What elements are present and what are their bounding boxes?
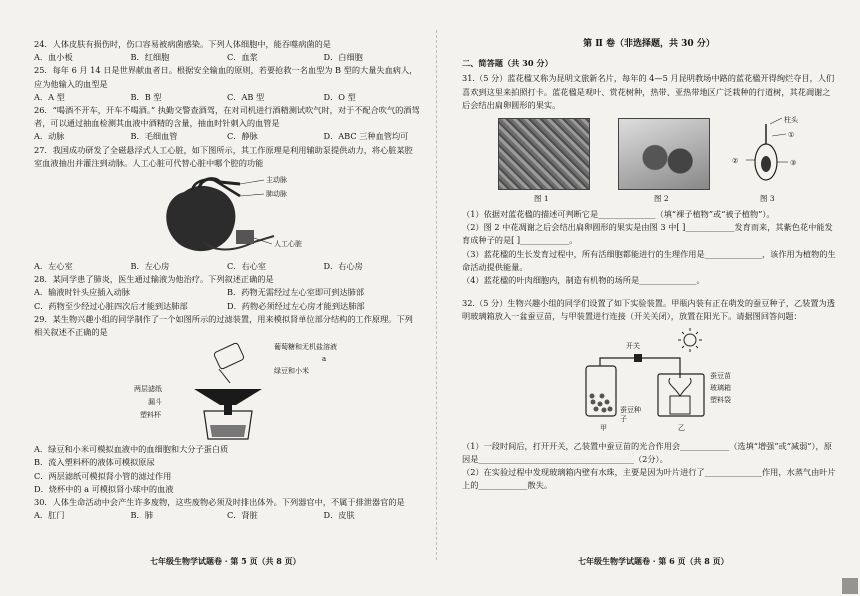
- filter-device-figure: [34, 341, 420, 441]
- label-pulmonary-artery: 肺动脉: [266, 190, 287, 199]
- option: D．药物必须经过左心房才能到达肺部: [227, 300, 365, 311]
- q31-item-4: （4）蓝花楹的叶肉细胞内，制造有机物的场所是______________。: [462, 275, 705, 286]
- subsection-title: 二、简答题（共 30 分）: [462, 58, 553, 69]
- option: B．左心房: [130, 261, 170, 272]
- question-30: 30．人体生命活动中会产生许多废物，这些废物必须及时排出体外。下列器官中，不属于排泄器官的是: [34, 497, 405, 508]
- option: A．左心室: [34, 261, 73, 272]
- caption-fig3: 图 3: [760, 194, 775, 204]
- q29-option-c: C．两层滤纸可模拟肾小管的滤过作用: [34, 470, 172, 481]
- artificial-heart-figure: [34, 172, 420, 258]
- option: B．B 型: [130, 91, 162, 102]
- question-29: 29．某生物兴趣小组的同学制作了一个如图所示的过滤装置，用来模拟肾单位部分结构的工作原理。下列相关叙述不正确的是: [34, 313, 413, 338]
- option: A．血小板: [34, 52, 73, 63]
- q31-item-3: （3）蓝花楹的生长发育过程中，所有活细胞都能进行的生理作用是______________，该作用为植物的生命活动提供能量。: [462, 248, 836, 272]
- label-glass-box: 玻璃箱: [710, 383, 731, 392]
- label-funnel: 漏斗: [148, 398, 162, 407]
- label-glucose-solution: 葡萄糖和无机盐溶液: [274, 343, 337, 352]
- option: D．右心房: [323, 261, 363, 272]
- question-25: 25．每年 6 月 14 日是世界献血者日。根据安全输血的原则，若要抢救一名血型为 B 型的大量失血病人，应为他输入的血型是: [34, 65, 418, 89]
- page-divider: [436, 30, 437, 560]
- option: B．毛细血管: [130, 131, 178, 142]
- option: C．血浆: [227, 52, 258, 63]
- option: D．皮肤: [323, 510, 355, 521]
- right-page-footer: 七年级生物学试题卷 · 第 6 页（共 8 页）: [578, 556, 729, 566]
- question-31: 31.（5 分）蓝花楹又称为昆明文旅新名片，每年的 4—5 月昆明教场中路的蓝花楹开得绚烂夺目，人们喜欢到这里来拍照打卡。蓝花楹是观叶、赏花树种，热带、亚热带地区广泛栽种的行道树，其花凋谢之后会结出扁卵圆形的果实。: [462, 73, 835, 110]
- corner-qr-mark: [842, 578, 858, 594]
- label-bean-seedling: 蚕豆苗: [710, 371, 731, 380]
- q26-options: [34, 130, 420, 143]
- option: A．动脉: [34, 131, 65, 142]
- option: D．白细胞: [323, 52, 363, 63]
- label-stigma: 柱头: [784, 116, 798, 125]
- section-title: 第 Ⅱ 卷（非选择题，共 30 分）: [583, 39, 715, 49]
- label-a: a: [322, 355, 327, 364]
- heart-diagram-icon: [144, 172, 344, 258]
- q31-item-2: （2）图 2 中花凋谢之后会结出扁卵圆形的果实是由图 3 中[ ]____________发育而来，其紫色花中能发育成种子的是[ ]____________。: [462, 222, 833, 246]
- option: B．药物无需经过左心室即可到达肺部: [227, 287, 365, 298]
- label-1: ①: [788, 131, 795, 140]
- question-27: 27．我国成功研发了全磁悬浮式人工心脏，如下图所示，其工作原理是利用辅助泵提供动力，将心脏某腔室血液抽出并灌注到动脉。人工心脏可代替心脏中哪个腔的功能: [34, 144, 413, 168]
- label-aorta: 主动脉: [266, 176, 287, 185]
- q31-item-1: （1）依据对蓝花楹的描述可判断它是______________（填“裸子植物”或“被子植物”）。: [462, 209, 775, 220]
- label-beans-millet: 绿豆和小米: [274, 367, 309, 376]
- label-plastic-bag: 塑料袋: [710, 395, 731, 404]
- jacaranda-tree-photo: [498, 118, 590, 190]
- option: B．红细胞: [130, 52, 170, 63]
- label-jia: 甲: [600, 423, 607, 432]
- q32-item-1: （1）一段时间后，打开开关，乙装置中蚕豆苗的光合作用会____________（选填“增强”或“减弱”），原因是______________________________________（2分）。: [462, 440, 832, 464]
- label-yi: 乙: [678, 423, 685, 432]
- q29-option-a: A．绿豆和小米可模拟血液中的血细胞和大分子蛋白质: [34, 444, 229, 455]
- q28-options-row2: [34, 300, 420, 313]
- left-page-footer: 七年级生物学试题卷 · 第 5 页（共 8 页）: [150, 556, 301, 566]
- option: D．O 型: [323, 91, 356, 102]
- caption-fig1: 图 1: [534, 194, 549, 204]
- jacaranda-fruit-photo: [618, 118, 710, 190]
- label-bean-seeds: 蚕豆种子: [620, 405, 641, 423]
- q32-item-2: （2）在实验过程中发现玻璃箱内壁有水珠，主要是因为叶片进行了______________作用，水蒸气由叶片上的____________散失。: [462, 467, 836, 491]
- question-26: 26．“喝酒不开车，开车不喝酒。” 执勤交警查酒驾，在对司机进行酒精测试吹气时，对于不配合吹气的酒驾者，可以通过抽血检测其血液中酒精的含量，抽血时针刺入的血管是: [34, 105, 420, 129]
- label-switch: 开关: [626, 341, 640, 350]
- option: C．右心室: [227, 261, 267, 272]
- question-32: 32.（5 分）生物兴趣小组的同学们设置了如下实验装置。甲瓶内装有正在萌发的蚕豆种子，乙装置为透明玻璃箱放入一盆蚕豆苗，与甲装置进行连接（开关关闭），放置在阳光下。请据图回答问题：: [462, 298, 835, 322]
- q32-apparatus-figure: [462, 326, 836, 438]
- option: D．ABC 三种血管均可: [323, 131, 409, 142]
- q29-option-d: D．烧杯中的 a 可模拟肾小球中的血液: [34, 483, 174, 494]
- q30-options: [34, 509, 420, 522]
- option: B．肺: [130, 510, 153, 521]
- filter-diagram-icon: [164, 341, 314, 441]
- flower-structure-icon: [742, 114, 812, 190]
- q29-option-b: B．流入塑料杯的液体可模拟原尿: [34, 457, 155, 468]
- option: C．药物至少经过心脏四次后才能到达肺部: [34, 300, 188, 311]
- option: C．AB 型: [227, 91, 265, 102]
- option: A．肛门: [34, 510, 65, 521]
- q27-options: [34, 260, 420, 273]
- option: C．肾脏: [227, 510, 258, 521]
- option: A．A 型: [34, 91, 65, 102]
- option: C．静脉: [227, 131, 258, 142]
- label-3: ③: [790, 159, 797, 168]
- option: A．输液时针头应插入动脉: [34, 287, 130, 298]
- q31-figures: [462, 114, 836, 206]
- question-24: 24．人体皮肤有损伤时，伤口容易被病菌感染。下列人体细胞中，能吞噬病菌的是: [34, 39, 331, 49]
- q28-options-row1: [34, 286, 420, 299]
- caption-fig2: 图 2: [654, 194, 669, 204]
- label-plastic-cup: 塑料杯: [140, 411, 161, 420]
- label-2: ②: [732, 157, 739, 166]
- label-filter-paper: 两层滤纸: [134, 385, 162, 394]
- q24-options: [34, 51, 420, 64]
- left-page: [34, 38, 420, 522]
- question-28: 28．某同学患了肺炎，医生通过输液为他治疗。下列叙述正确的是: [34, 274, 274, 285]
- right-page: [462, 38, 836, 492]
- label-artificial-heart: 人工心脏: [274, 240, 302, 249]
- q25-options: [34, 91, 420, 104]
